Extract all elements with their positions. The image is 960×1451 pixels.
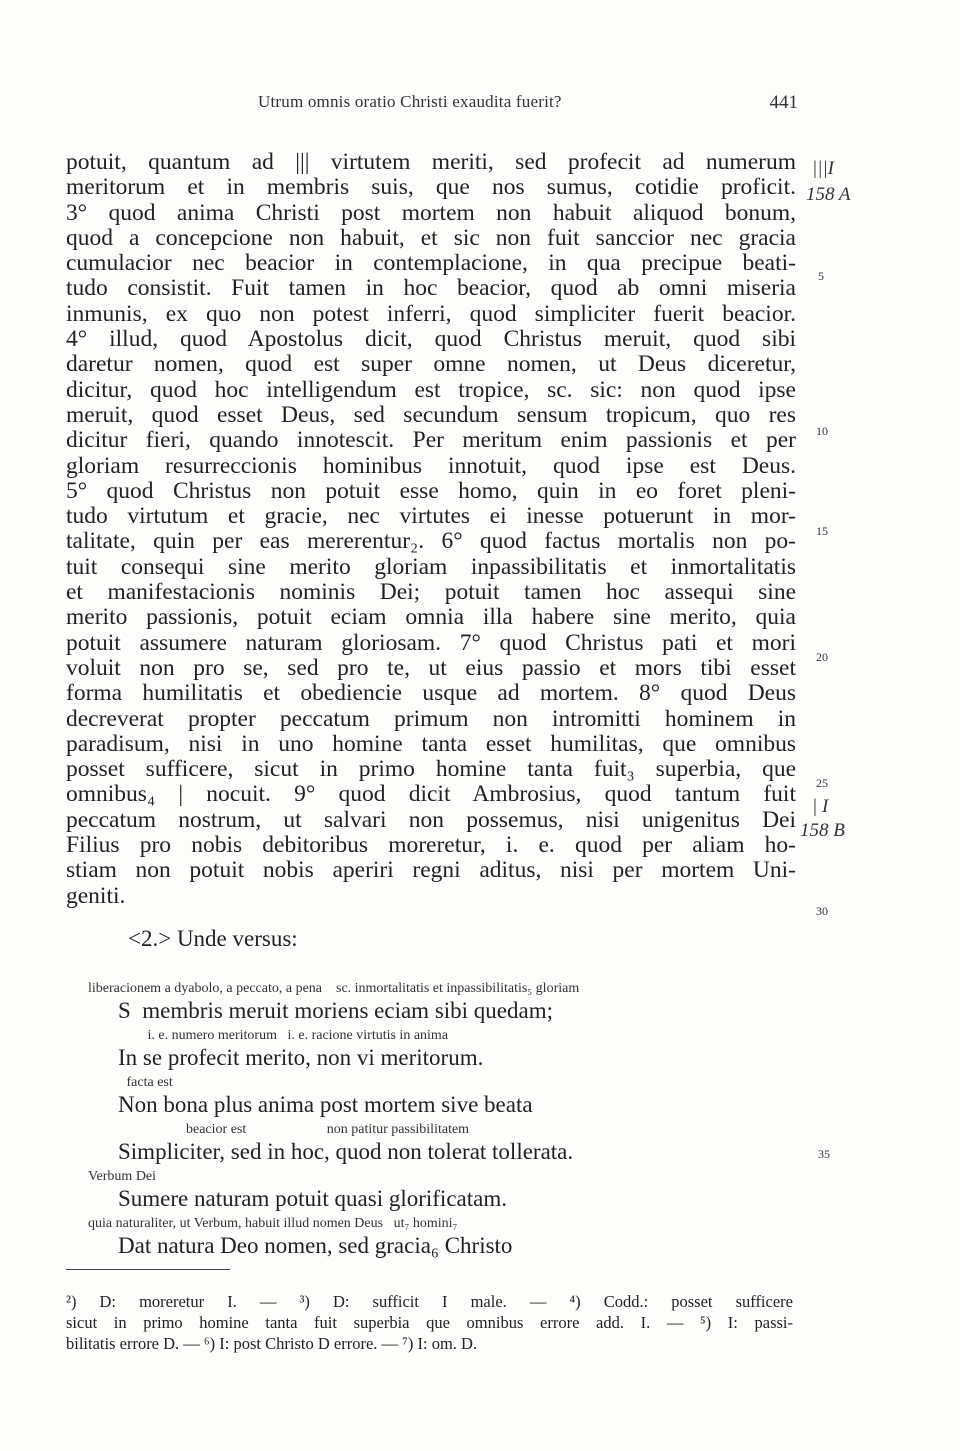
line-number: 35 [818,1147,830,1161]
line-number: 5 [818,269,824,283]
main-text [66,150,796,909]
line-number: 10 [816,424,828,438]
text-line: dicitur, quod hoc intelligendum est tropice, sc. sic: non quod ipse [66,376,796,403]
footnote-line: sicut in primo homine tanta fuit superbia que omnibus errore add. I. — ⁵) I: passi- [66,1313,793,1332]
margin-ref: 158 B [800,820,845,841]
verse-gloss: facta est [88,1075,173,1090]
footnotes [66,1291,793,1354]
text-line: tuit consequi sine merito gloriam inpassibilitatis et inmortalitatis [66,553,796,580]
verse-line: Dat natura Deo nomen, sed gracia₆ Christo [118,1233,513,1258]
text-line: cumulacior nec beacior in contemplacione, in qua precipue beati- [66,250,796,277]
line-number: 30 [816,904,828,918]
text-line: peccatum nostrum, ut salvari non possemus, nisi unigenitus Dei [66,806,796,833]
footnote-line: bilitatis errore D. — ⁶) I: post Christo D errore. — ⁷) I: om. D. [66,1334,478,1353]
margin-ref: |||I [812,158,834,179]
verse-gloss: quia naturaliter, ut Verbum, habuit illud nomen Deus ut₇ homini₇ [88,1216,458,1231]
margin-ref: 158 A [806,184,851,205]
text-line: et manifestacionis nominis Dei; potuit tamen hoc assequi sine [66,579,796,606]
line-number: 15 [816,524,828,538]
verse-gloss: beacior est non patitur passibilitatem [88,1122,470,1137]
running-title: Utrum omnis oratio Christi exaudita fuerit? [258,92,562,111]
line-number: 25 [816,776,828,790]
verse-gloss: liberacionem a dyabolo, a peccato, a pena sc. inmortalitatis et inpassibilitatis₅ gloriam [88,981,580,996]
verse-gloss: i. e. numero meritorum i. e. racione virtutis in anima [88,1028,449,1043]
text-line: meritorum et in membris suis, que nos sumus, cotidie proficit. [66,174,796,201]
text-line: decreverat propter peccatum primum non intromitti hominem in [66,705,796,732]
text-line: forma humilitatis et obediencie usque ad mortem. 8° quod Deus [66,680,796,707]
text-line: quod a concepcione non habuit, et sic non fuit sanccior nec gracia [66,224,796,251]
verse-line: Simpliciter, sed in hoc, quod non tolerat tollerata. [118,1139,574,1164]
text-line: gloriam resurreccionis hominibus innotuit, quod ipse est Deus. [66,452,796,479]
running-header [258,92,798,112]
page-number: 441 [769,92,798,113]
text-line: Filius pro nobis debitoribus moreretur, i. e. quod per aliam ho- [66,832,796,859]
text-line: dicitur fieri, quando innotescit. Per meritum enim passionis et per [66,427,796,454]
text-line: inmunis, ex quo non potest inferri, quod simpliciter fuerit beacior. [66,300,796,327]
text-line: merito passionis, potuit eciam omnia illa habere sine merito, quia [66,604,796,631]
text-line: daretur nomen, quod est super omne nomen, ut Deus diceretur, [66,351,796,378]
verse-line: Sumere naturam potuit quasi glorificatam. [118,1186,507,1211]
verse-gloss: Verbum Dei [88,1169,157,1184]
verse-line: S membris meruit moriens eciam sibi quedam; [118,998,554,1023]
text-line: 3° quod anima Christi post mortem non habuit aliquod bonum, [66,199,796,226]
text-line: geniti. [66,882,126,909]
text-line: 4° illud, quod Apostolus dicit, quod Christus meruit, quod sibi [66,326,796,353]
text-line: posset sufficere, sicut in primo homine tanta fuit₃ superbia, que [66,756,796,783]
verse-block [88,980,788,1262]
verse-heading: <2.> Unde versus: [128,926,298,951]
text-line: meruit, quod esset Deus, sed secundum sensum tropicum, quo res [66,401,796,428]
text-line: stiam non potuit nobis aperiri regni aditus, nisi per mortem Uni- [66,857,796,884]
margin-ref: | I [812,796,829,817]
line-number: 20 [816,650,828,664]
text-line: 5° quod Christus non potuit esse homo, quin in eo foret pleni- [66,477,796,504]
footnote-divider [66,1269,230,1270]
footnote-line: ²) D: moreretur I. — ³) D: sufficit I male. — ⁴) Codd.: posset sufficere [66,1292,793,1311]
text-line: voluit non pro se, sed pro te, ut eius passio et mors tibi esset [66,654,796,681]
text-line: paradisum, nisi in uno homine tanta esset humilitas, que omnibus [66,730,796,757]
text-line: omnibus₄ | nocuit. 9° quod dicit Ambrosius, quod tantum fuit [66,781,796,808]
text-line: talitate, quin per eas mererentur₂. 6° quod factus mortalis non po- [66,528,796,555]
verse-line: Non bona plus anima post mortem sive beata [118,1092,533,1117]
text-line: potuit assumere naturam gloriosam. 7° quod Christus pati et mori [66,629,796,656]
text-line: potuit, quantum ad ||| virtutem meriti, sed profecit ad numerum [66,149,796,175]
verse-line: In se profecit merito, non vi meritorum. [118,1045,484,1070]
text-line: tudo consistit. Fuit tamen in hoc beacior, quod ab omni miseria [66,275,796,302]
text-line: tudo virtutum et gracie, nec virtutes ei inesse potuerunt in mor- [66,503,796,530]
